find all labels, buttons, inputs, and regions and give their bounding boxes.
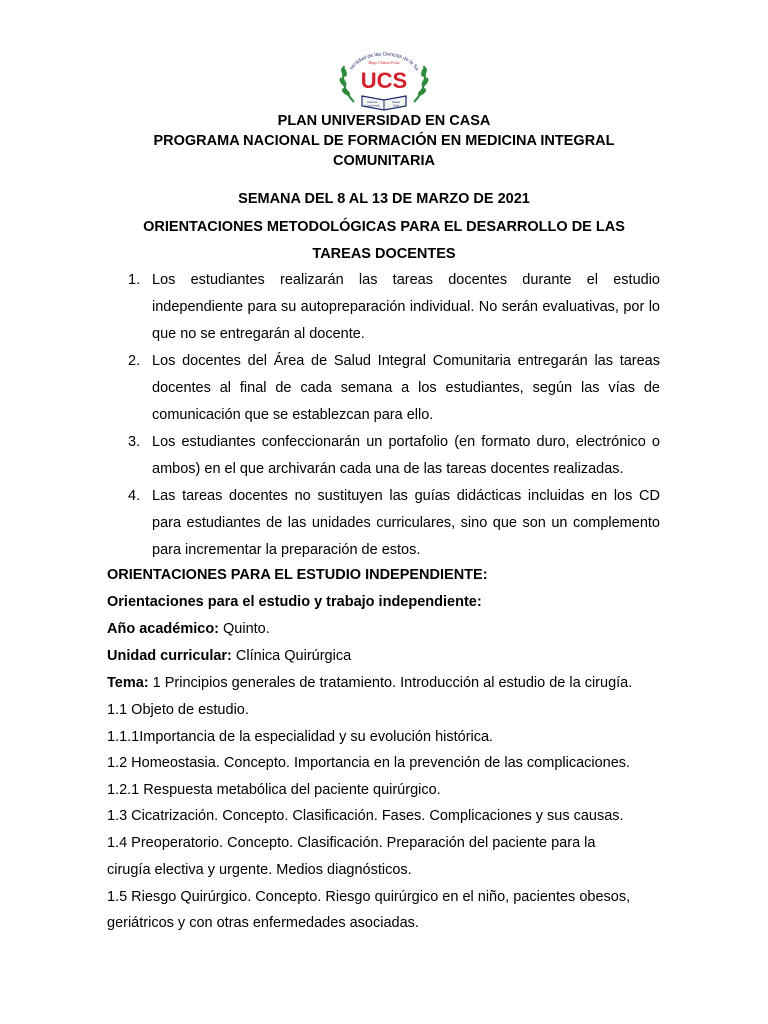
book-icon [362, 96, 406, 110]
header-line-2: PROGRAMA NACIONAL DE FORMACIÓN EN MEDICINA INTEGRAL [153, 133, 615, 149]
list-item-number: 2. [128, 353, 141, 369]
list-item [120, 348, 660, 429]
curricular-unit [107, 646, 667, 666]
topic-item: 1.2 Homeostasia. Concepto. Importancia en la prevención de las complicaciones. [107, 755, 631, 771]
topic-value: 1 Principios generales de tratamiento. Introducción al estudio de la cirugía. [148, 675, 633, 691]
orientations-list [120, 267, 660, 564]
topic [107, 673, 667, 693]
svg-text:Salud: Salud [392, 100, 400, 104]
academic-year-label: Año académico: [107, 621, 219, 637]
list-item [120, 483, 660, 564]
section-heading: ORIENTACIONES PARA EL ESTUDIO INDEPENDIENTE: [107, 567, 488, 583]
topic-item: 1.1.1Importancia de la especialidad y su evolución histórica. [107, 729, 494, 745]
orientations-title-line-2: TAREAS DOCENTES [312, 246, 456, 262]
list-item-text: Los estudiantes confeccionarán un portafolio (en formato duro, electrónico o ambos) en el que archivarán cada una de las tareas docentes realizadas. [152, 434, 660, 477]
list-item [120, 429, 660, 483]
topic-label: Tema: [107, 675, 149, 691]
svg-text:Conciencia: Conciencia [364, 103, 380, 108]
academic-year-value: Quinto. [219, 621, 270, 637]
list-item-text: Los estudiantes realizarán las tareas docentes durante el estudio independiente para su autopreparación individual. No serán evaluativas, por lo que no se entregarán al docente. [152, 272, 660, 342]
list-item-text: Las tareas docentes no sustituyen las guías didácticas incluidas en los CD para estudiantes de las unidades curriculares, sino que son un complemento para incrementar la preparación de estos. [152, 488, 660, 558]
svg-text:Vida: Vida [393, 103, 399, 108]
laurel-right-icon [414, 66, 430, 102]
header-line-3: COMUNITARIA [332, 153, 436, 169]
week-title: SEMANA DEL 8 AL 13 DE MARZO DE 2021 [238, 191, 530, 207]
laurel-left-icon [338, 66, 354, 102]
curricular-unit-value: Clínica Quirúrgica [231, 648, 352, 664]
academic-year [107, 619, 667, 639]
list-item-number: 4. [128, 488, 141, 504]
topic-item: geriátricos y con otras enfermedades asociadas. [107, 915, 419, 931]
list-item-text: Los docentes del Área de Salud Integral Comunitaria entregarán las tareas docentes al final de cada semana a los estudiantes, según las vías de comunicación que se establezcan para ello. [152, 353, 660, 423]
logo-ring-text: versidad de las Ciencias de la Sa [348, 51, 420, 72]
topic-item: 1.2.1 Respuesta metabólica del paciente quirúrgico. [107, 782, 441, 798]
logo-motto: Hugo Chávez Frías [368, 60, 400, 65]
list-item [120, 267, 660, 348]
topic-item: 1.1 Objeto de estudio. [107, 702, 249, 718]
topic-item: 1.4 Preoperatorio. Concepto. Clasificación. Preparación del paciente para la [107, 835, 596, 851]
svg-text:Ciencia: Ciencia [366, 100, 378, 104]
header-line-1: PLAN UNIVERSIDAD EN CASA [277, 113, 491, 129]
topic-item: 1.5 Riesgo Quirúrgico. Concepto. Riesgo quirúrgico en el niño, pacientes obesos, [107, 889, 631, 905]
ucs-logo [332, 44, 436, 114]
logo-text: UCS [360, 68, 408, 93]
topic-item: 1.3 Cicatrización. Concepto. Clasificación. Fases. Complicaciones y sus causas. [107, 808, 624, 824]
list-item-number: 3. [128, 434, 141, 450]
orientations-title-line-1: ORIENTACIONES METODOLÓGICAS PARA EL DESARROLLO DE LAS [143, 219, 625, 235]
topic-item: cirugía electiva y urgente. Medios diagnósticos. [107, 862, 412, 878]
section-subheading: Orientaciones para el estudio y trabajo independiente: [107, 594, 482, 610]
list-item-number: 1. [128, 272, 141, 288]
curricular-unit-label: Unidad curricular: [107, 648, 232, 664]
